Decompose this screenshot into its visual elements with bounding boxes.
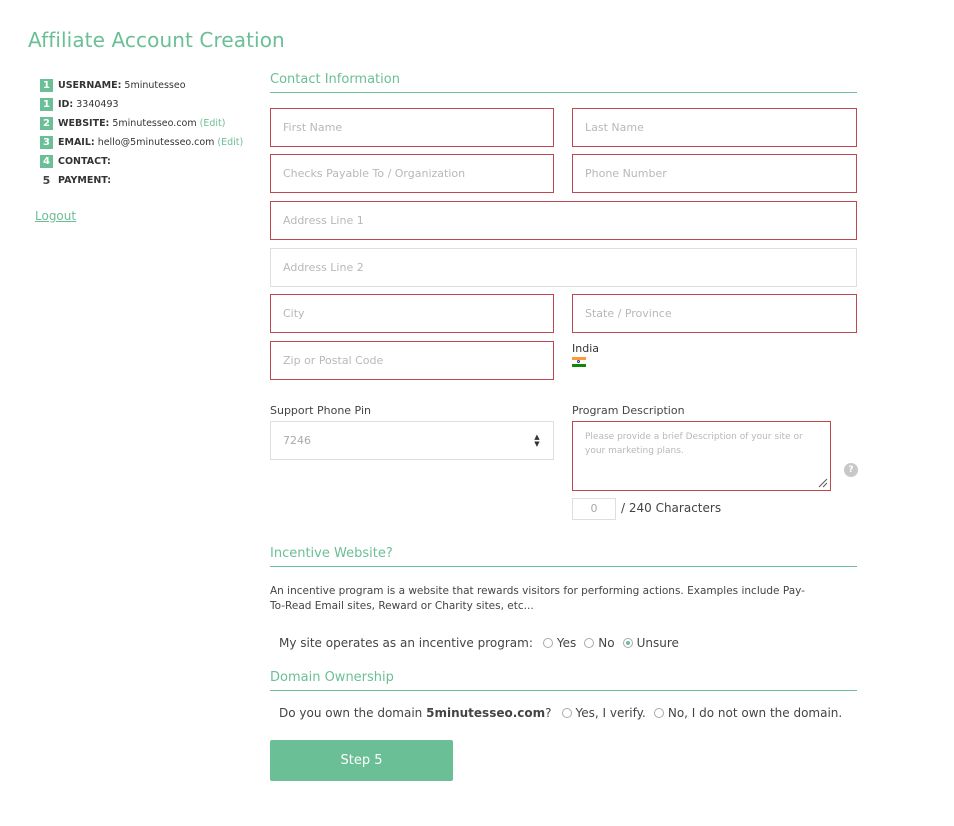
number-spinner-icon[interactable]: ▲ ▼ [534,433,540,448]
step-label: CONTACT: [58,156,111,167]
step-number: 1 [40,98,53,111]
incentive-description: An incentive program is a website that rewards visitors for performing actions. Examples include Pay-To-Read Email sites, Reward or Charity sites, etc... [270,585,805,612]
domain-name: 5minutesseo.com [426,706,546,720]
character-limit-label: / 240 Characters [621,501,722,515]
step-number: 2 [40,117,53,130]
edit-website-link[interactable]: (Edit) [199,118,226,129]
step-number: 1 [40,79,53,92]
checks-payable-input[interactable]: Checks Payable To / Organization [270,154,554,193]
step-number: 3 [40,136,53,149]
incentive-yes-radio[interactable] [543,638,553,648]
domain-no-radio[interactable] [654,708,664,718]
first-name-input[interactable]: First Name [270,108,554,147]
character-count: 0 [572,498,616,520]
step-label: WEBSITE: [58,118,110,129]
incentive-no-label[interactable]: No [598,636,615,650]
step-payment [40,171,243,190]
country-name: India [572,342,599,355]
zip-code-input[interactable]: Zip or Postal Code [270,341,554,380]
state-province-input[interactable]: State / Province [572,294,857,333]
phone-number-input[interactable]: Phone Number [572,154,857,193]
address-line-2-input[interactable]: Address Line 2 [270,248,857,287]
domain-question-suffix: ? [545,706,552,720]
edit-email-link[interactable]: (Edit) [217,137,244,148]
domain-question-prefix: Do you own the domain [279,706,423,720]
step-label: ID: [58,99,74,110]
step-value: hello@5minutesseo.com [97,137,215,148]
support-pin-value: 7246 [283,434,311,447]
domain-section-heading: Domain Ownership [270,670,857,691]
contact-section-heading: Contact Information [270,72,857,93]
incentive-yes-label[interactable]: Yes [556,636,577,650]
address-line-1-input[interactable]: Address Line 1 [270,201,857,240]
program-description-textarea[interactable] [572,421,831,491]
incentive-no-radio[interactable] [584,638,594,648]
city-input[interactable]: City [270,294,554,333]
step-website [40,114,243,133]
progress-steps [40,76,243,190]
step-id [40,95,243,114]
step-value: 5minutesseo [124,80,186,91]
step-username [40,76,243,95]
help-icon[interactable]: ? [844,463,858,477]
incentive-question-row [279,636,679,650]
step-email [40,133,243,152]
resize-handle-icon[interactable] [818,478,828,488]
page-title: Affiliate Account Creation [28,28,285,52]
step-label: EMAIL: [58,137,95,148]
program-description-label: Program Description [572,404,685,417]
incentive-section-heading: Incentive Website? [270,546,857,567]
step-number: 4 [40,155,53,168]
domain-yes-radio[interactable] [562,708,572,718]
logout-link[interactable]: Logout [35,209,77,223]
step-5-button[interactable]: Step 5 [270,740,453,781]
india-flag-icon [572,357,586,367]
step-number: 5 [42,174,51,187]
step-label: USERNAME: [58,80,122,91]
incentive-unsure-radio[interactable] [623,638,633,648]
support-pin-input[interactable] [270,421,554,460]
step-label: PAYMENT: [58,175,112,186]
step-contact [40,152,243,171]
step-value: 5minutesseo.com [112,118,197,129]
domain-no-label[interactable]: No, I do not own the domain. [667,706,843,720]
last-name-input[interactable]: Last Name [572,108,857,147]
program-description-placeholder: Please provide a brief Description of your site or your marketing plans. [585,432,803,456]
incentive-question: My site operates as an incentive program: [279,636,533,650]
incentive-unsure-label[interactable]: Unsure [636,636,679,650]
domain-question-row [279,706,842,720]
domain-yes-label[interactable]: Yes, I verify. [575,706,646,720]
step-value: 3340493 [76,99,119,110]
support-pin-label: Support Phone Pin [270,404,371,417]
